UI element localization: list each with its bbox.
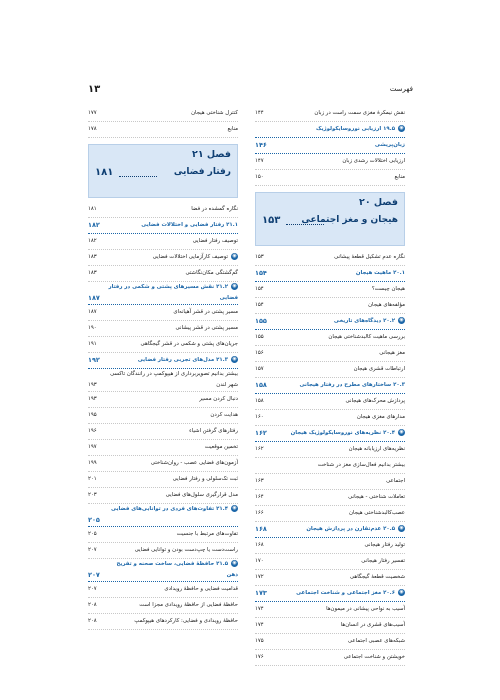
- toc-entry-row: [255, 394, 405, 410]
- toc-page-number: ۲۰۸: [88, 602, 97, 608]
- toc-page-number: ۱۶۲: [255, 429, 267, 437]
- toc-section-row: [255, 138, 405, 154]
- toc-entry-title: [191, 202, 238, 217]
- chapter-page-number: ۱۵۳: [262, 215, 281, 226]
- toc-entry-title: [334, 250, 405, 265]
- toc-entry-row: [255, 618, 405, 634]
- toc-entry-text: کنترل شناختی هیجان: [191, 110, 238, 116]
- toc-entry-text: گم‌گشتگی مکان‌نگاشتی: [185, 270, 238, 276]
- toc-entry-title: [164, 582, 238, 597]
- toc-entry-title: [341, 618, 405, 633]
- toc-entry-title: [350, 570, 405, 585]
- toc-right-column: [255, 106, 405, 666]
- toc-entry-text: نقش نیمکرهٔ مغزی سمت راست در زبان: [314, 110, 405, 116]
- toc-entry-text: مسیر پشتی در قشر پیشانی: [175, 325, 238, 331]
- toc-page-number: ۱۸۱: [88, 206, 97, 212]
- toc-entry-text: قدامیت فضایی و حافظهٔ رویدادی: [164, 586, 238, 592]
- toc-entry-row: [255, 346, 405, 362]
- toc-entry-text: راست‌دست یا چپ‌دست بودن و توانایی فضایی: [134, 547, 238, 553]
- toc-page-number: ۱۷۷: [88, 110, 97, 116]
- toc-page-number: ۱۷۸: [88, 126, 97, 132]
- toc-entry-text: ۲۰.۵ عدم‌تقارن در پردازش هیجان: [306, 526, 395, 532]
- toc-page-number: ۱۷۳: [255, 589, 267, 597]
- page-number: ۱۳: [88, 84, 101, 95]
- toc-entry-row: [88, 488, 238, 504]
- toc-section-row: [255, 586, 405, 602]
- toc-entry-row: [255, 602, 405, 618]
- toc-entry-title: [348, 490, 405, 505]
- toc-entry-row: [88, 440, 238, 456]
- toc-entry-row: [255, 298, 405, 314]
- toc-entry-text: هدایت کردن: [210, 412, 238, 418]
- toc-page-number: ۱۹۷: [88, 444, 97, 450]
- toc-page-number: ۱۵۶: [255, 350, 264, 356]
- toc-page-number: ۱۵۴: [255, 286, 264, 292]
- toc-page-number: ۲۰۷: [88, 571, 100, 579]
- toc-entry-text: مغز هیجانی: [379, 350, 405, 356]
- toc-entry-title: [291, 426, 405, 441]
- chapter-label: فصل ۲۱: [192, 149, 231, 160]
- toc-entry-text: تفسیر رفتار هیجانی: [361, 558, 405, 564]
- toc-entry-title: [344, 650, 405, 665]
- toc-entry-title: [108, 504, 238, 515]
- dot-leader: [286, 224, 324, 225]
- toc-section-row: [255, 314, 405, 330]
- toc-page-number: ۱۴۶: [255, 141, 267, 149]
- toc-page-number: ۱۷۶: [255, 654, 264, 660]
- toc-entry-title: [173, 305, 238, 320]
- toc-page-number: ۱۹۹: [88, 460, 97, 466]
- toc-section-row: [88, 504, 238, 527]
- media-disc-icon: ◉: [232, 253, 237, 259]
- toc-page-number: ۱۵۰: [255, 174, 264, 180]
- toc-entry-text: بررسی ماهیت کالبدشناختی هیجان: [328, 334, 405, 340]
- toc-page-number: ۱۸۲: [88, 238, 97, 244]
- toc-entry-row: [88, 369, 238, 392]
- chapter-title: رفتار فضایی: [173, 167, 231, 177]
- toc-page-number: ۱۶۳: [255, 478, 264, 484]
- toc-entry-title: [299, 378, 405, 393]
- toc-section-row: [255, 426, 405, 442]
- toc-entry-row: [88, 527, 238, 543]
- media-disc-icon: ◉: [399, 429, 404, 435]
- toc-entry-text: مدارهای مغزی هیجان: [356, 414, 405, 420]
- toc-section-row: [255, 522, 405, 538]
- dot-leader: [119, 176, 157, 177]
- toc-entry-text: شخصیت قطعهٔ گیجگاهی: [349, 574, 405, 580]
- toc-entry-title: [368, 298, 405, 313]
- chapter-heading: [88, 144, 238, 198]
- toc-page-number: ۲۰۵: [88, 531, 97, 537]
- toc-page-number: ۲۰۵: [88, 516, 100, 524]
- page-title: فهرست: [389, 85, 413, 93]
- toc-entry-text: تفاوت‌های مرتبط با جنسیت: [176, 531, 238, 537]
- toc-entry-title: [173, 472, 238, 487]
- chapter-page-number: ۱۸۱: [95, 167, 114, 178]
- toc-entry-title: [349, 442, 405, 457]
- toc-entry-title: [205, 440, 238, 455]
- toc-entry-text: ارزیابی اختلالات رشدی زبان: [342, 158, 405, 164]
- toc-entry-text: ثبت تک‌سلولی و رفتار فضایی: [172, 476, 238, 482]
- toc-entry-row: [255, 474, 405, 490]
- media-disc-icon: ◉: [232, 505, 237, 511]
- toc-section-row: [255, 122, 405, 138]
- toc-entry-title: [166, 488, 238, 503]
- toc-page-number: ۲۰۱: [88, 476, 97, 482]
- toc-entry-title: [354, 362, 405, 377]
- toc-entry-row: [88, 305, 238, 321]
- chapter-heading: [255, 192, 405, 246]
- toc-entry-text: زبان‌پریشی: [374, 142, 405, 148]
- toc-entry-text: نگاره عدم تشکیل قطعهٔ پیشانی: [334, 254, 405, 260]
- toc-entry-text: آزمون‌های فضایی عصب - روان‌شناختی: [150, 460, 238, 466]
- toc-entry-text: ۲۰.۲ دیدگاه‌های تاریخی: [333, 318, 395, 324]
- toc-entry-text: توصیف رفتار فضایی: [192, 238, 238, 244]
- toc-entry-text: ۲۱.۱ رفتار فضایی و اختلالات فضایی: [141, 222, 238, 228]
- media-disc-icon: ◉: [399, 317, 404, 323]
- toc-entry-row: [88, 598, 238, 614]
- media-disc-icon: ◉: [232, 356, 237, 362]
- toc-page-number: ۱۹۶: [88, 428, 97, 434]
- toc-entry-title: [356, 266, 405, 281]
- toc-page-number: ۱۶۸: [255, 525, 267, 533]
- toc-entry-text: نگاره گمشده در فضا: [191, 206, 238, 212]
- toc-entry-title: [296, 586, 405, 601]
- toc-entry-row: [255, 634, 405, 650]
- toc-page-number: ۱۴۴: [255, 110, 264, 116]
- toc-entry-text: حافظهٔ فضایی از حافظهٔ رویدادی مجزا است: [139, 602, 238, 608]
- toc-entry-title: [139, 598, 238, 613]
- toc-entry-row: [88, 392, 238, 408]
- toc-entry-text: نظریه‌های ارزیابانه هیجان: [348, 446, 405, 452]
- toc-entry-text: ۲۰.۴ نظریه‌های نوروسایکولوژیک هیجان: [290, 430, 395, 436]
- toc-entry-row: [255, 554, 405, 570]
- toc-page-number: ۱۴۷: [255, 158, 264, 164]
- toc-section-row: [88, 559, 238, 582]
- toc-entry-row: [255, 650, 405, 666]
- toc-entry-title: [151, 456, 238, 471]
- toc-page-number: ۱۷۴: [255, 606, 264, 612]
- toc-entry-title: [191, 106, 238, 121]
- toc-entry-title: [189, 424, 238, 439]
- chapter-title: هیجان و مغز اجتماعی: [301, 215, 398, 225]
- toc-page-number: ۲۰۳: [88, 492, 97, 498]
- toc-entry-row: [88, 424, 238, 440]
- toc-entry-text: عصب‌کالبدشناختی هیجان: [349, 510, 405, 516]
- toc-entry-row: [88, 337, 238, 353]
- toc-entry-title: [326, 602, 405, 617]
- toc-entry-text: مسیر پشتی در قشر آهیانه‌ای: [173, 309, 238, 315]
- toc-entry-title: [316, 122, 405, 137]
- toc-entry-text: بیشتر بدانیم فعال‌سازی مغز در شناخت: [317, 462, 405, 468]
- toc-entry-text: ۱۹.۵ ارزیابی نوروسایکولوژیک: [315, 126, 395, 132]
- chapter-label: فصل ۲۰: [359, 197, 398, 208]
- toc-page-number: ۱۵۷: [255, 366, 264, 372]
- toc-entry-row: [255, 330, 405, 346]
- toc-page-number: ۱۸۳: [88, 254, 97, 260]
- toc-entry-title: [349, 506, 405, 521]
- toc-page-number: ۲۰۷: [88, 586, 97, 592]
- toc-entry-title: [134, 614, 238, 629]
- toc-entry-row: [255, 250, 405, 266]
- toc-entry-text: تعاملات شناختی - هیجانی: [348, 494, 405, 500]
- toc-entry-text: آسیب‌های قشری در انسان‌ها: [340, 622, 405, 628]
- toc-entry-title: [175, 321, 238, 336]
- toc-entry-title: [141, 218, 238, 233]
- toc-entry-row: [255, 410, 405, 426]
- toc-entry-title: [342, 154, 405, 169]
- toc-page-number: ۱۶۴: [255, 494, 264, 500]
- toc-entry-title: [306, 522, 405, 537]
- toc-entry-text: ۲۱.۲ نقش مسیرهای پشتی و شکمی در رفتار فضایی: [108, 284, 238, 301]
- toc-page-number: ۱۹۳: [88, 396, 97, 402]
- toc-entry-row: [88, 122, 238, 138]
- toc-entry-row: [88, 321, 238, 337]
- toc-entry-title: [210, 408, 238, 423]
- toc-entry-title: [227, 122, 238, 137]
- toc-entry-title: [138, 353, 238, 368]
- toc-entry-row: [88, 202, 238, 218]
- toc-page-number: ۱۷۴: [255, 622, 264, 628]
- toc-entry-title: [153, 250, 238, 265]
- toc-entry-row: [255, 570, 405, 586]
- toc-page-number: ۱۷۲: [255, 574, 264, 580]
- toc-entry-text: رفتارهای گرفتن اشیاء: [189, 428, 238, 434]
- toc-page-number: ۱۹۱: [88, 341, 97, 347]
- toc-page-number: ۱۶۸: [255, 542, 264, 548]
- toc-entry-text: هیجان چیست؟: [371, 286, 405, 292]
- toc-page-number: ۲۰۸: [88, 618, 97, 624]
- toc-entry-text: منابع: [227, 126, 238, 132]
- toc-entry-title: [108, 559, 238, 581]
- toc-entry-title: [177, 527, 238, 542]
- toc-page-number: ۱۹۳: [88, 382, 97, 388]
- media-disc-icon: ◉: [399, 525, 404, 531]
- toc-entry-title: [193, 234, 238, 249]
- media-disc-icon: ◉: [232, 560, 237, 566]
- toc-entry-text: ۲۱.۳ مدل‌های تجربی رفتار فضایی: [137, 357, 228, 363]
- toc-entry-title: [394, 170, 405, 185]
- toc-page-number: ۱۵۸: [255, 398, 264, 404]
- toc-entry-row: [255, 362, 405, 378]
- toc-section-row: [88, 218, 238, 234]
- toc-entry-row: [88, 408, 238, 424]
- media-disc-icon: ◉: [399, 589, 404, 595]
- toc-page-number: ۱۵۸: [255, 381, 267, 389]
- toc-page-number: ۱۶۰: [255, 414, 264, 420]
- toc-entry-title: [375, 138, 405, 153]
- toc-entry-title: [185, 266, 238, 281]
- toc-entry-text: ۲۱.۵ حافظهٔ فضایی، ساخت صحنه و تفریح ذهن: [116, 561, 238, 578]
- toc-entry-text: ۲۰.۱ ماهیت هیجان: [355, 270, 405, 276]
- toc-entry-row: [255, 106, 405, 122]
- toc-entry-text: تولید رفتار هیجانی: [364, 542, 405, 548]
- toc-entry-text: ۲۰.۳ ساختارهای مطرح در رفتار هیجانی: [299, 382, 405, 388]
- media-disc-icon: ◉: [399, 125, 404, 131]
- toc-page-number: ۱۵۴: [255, 302, 264, 308]
- toc-entry-title: [108, 282, 238, 304]
- toc-page-number: ۱۸۲: [88, 221, 100, 229]
- toc-entry-row: [88, 250, 238, 266]
- toc-page-number: ۱۷۵: [255, 638, 264, 644]
- toc-entry-text: خویشتن و شناخت اجتماعی: [343, 654, 405, 660]
- page-header: [88, 84, 413, 98]
- toc-entry-row: [255, 538, 405, 554]
- toc-entry-row: [255, 442, 405, 458]
- toc-entry-text: بیشتر بدانیم تصویربرداری از هیپوکمپ در رانندگان تاکسی شهر لندن: [110, 371, 238, 388]
- toc-entry-title: [365, 538, 405, 553]
- toc-entry-title: [108, 369, 238, 391]
- toc-entry-text: حافظهٔ رویدادی و فضایی: کارکردهای هیپوکمپ: [134, 618, 238, 624]
- toc-entry-title: [348, 634, 405, 649]
- toc-entry-title: [314, 106, 405, 121]
- toc-entry-row: [88, 456, 238, 472]
- toc-entry-text: مؤلفه‌های هیجان: [368, 302, 405, 308]
- toc-entry-text: اجتماعی: [386, 478, 405, 484]
- toc-entry-row: [255, 154, 405, 170]
- toc-entry-text: ارتباطات قشری هیجان: [353, 366, 405, 372]
- toc-entry-title: [328, 330, 405, 345]
- toc-entry-row: [255, 170, 405, 186]
- toc-entry-text: تخمین موقعیت: [204, 444, 238, 450]
- toc-entry-row: [88, 106, 238, 122]
- toc-entry-title: [135, 543, 238, 558]
- toc-page-number: ۱۸۷: [88, 294, 100, 302]
- toc-entry-row: [88, 614, 238, 630]
- toc-entry-text: منابع: [394, 174, 405, 180]
- toc-page-number: ۱۷۰: [255, 558, 264, 564]
- toc-page-number: ۱۶۲: [255, 446, 264, 452]
- toc-entry-text: مدل قرارگیری سلول‌های فضایی: [165, 492, 238, 498]
- toc-entry-row: [255, 282, 405, 298]
- toc-entry-title: [372, 282, 405, 297]
- toc-page-number: ۱۹۰: [88, 325, 97, 331]
- toc-entry-row: [88, 234, 238, 250]
- toc-entry-text: پردازش محرک‌های هیجانی: [345, 398, 405, 404]
- toc-entry-text: آسیب به نواحی پیشانی در میمون‌ها: [326, 606, 405, 612]
- toc-entry-title: [357, 410, 405, 425]
- toc-page-number: ۱۵۵: [255, 334, 264, 340]
- toc-entry-row: [88, 543, 238, 559]
- toc-entry-title: [379, 346, 405, 361]
- toc-entry-row: [255, 506, 405, 522]
- toc-entry-row: [255, 458, 405, 474]
- toc-section-row: [255, 378, 405, 394]
- toc-entry-row: [88, 472, 238, 488]
- toc-entry-text: جریان‌های پشتی و شکمی در قشر گیجگاهی: [140, 341, 238, 347]
- toc-entry-title: [318, 458, 405, 473]
- toc-page-number: ۱۸۷: [88, 309, 97, 315]
- toc-page-number: ۱۹۵: [88, 412, 97, 418]
- toc-entry-title: [334, 314, 405, 329]
- toc-entry-text: ۲۱.۴ تفاوت‌های فردی در توانایی‌های فضایی: [111, 506, 228, 512]
- toc-page-number: ۱۶۶: [255, 510, 264, 516]
- toc-page-number: ۱۵۴: [255, 269, 267, 277]
- toc-entry-row: [88, 266, 238, 282]
- toc-page-number: ۱۵۳: [255, 254, 264, 260]
- toc-page-number: ۱۹۲: [88, 356, 100, 364]
- toc-entry-text: دنبال کردن مسیر: [199, 396, 238, 402]
- toc-page-number: ۱۵۵: [255, 317, 267, 325]
- toc-section-row: [255, 266, 405, 282]
- toc-entry-text: ۲۰.۶ مغز اجتماعی و شناخت اجتماعی: [296, 590, 395, 596]
- toc-entry-title: [361, 554, 405, 569]
- toc-page-number: ۲۰۷: [88, 547, 97, 553]
- toc-entry-row: [88, 582, 238, 598]
- toc-section-row: [88, 282, 238, 305]
- toc-entry-title: [140, 337, 238, 352]
- toc-entry-row: [255, 490, 405, 506]
- toc-entry-title: [386, 474, 405, 489]
- toc-entry-text: شبکه‌های عصبی اجتماعی: [347, 638, 405, 644]
- toc-page-number: ۱۸۳: [88, 270, 97, 276]
- toc-entry-text: توصیف کارآزمایی اختلالات فضایی: [152, 254, 228, 260]
- toc-entry-title: [346, 394, 405, 409]
- toc-left-column: [88, 106, 238, 630]
- toc-section-row: [88, 353, 238, 369]
- media-disc-icon: ◉: [232, 283, 237, 289]
- toc-entry-title: [199, 392, 238, 407]
